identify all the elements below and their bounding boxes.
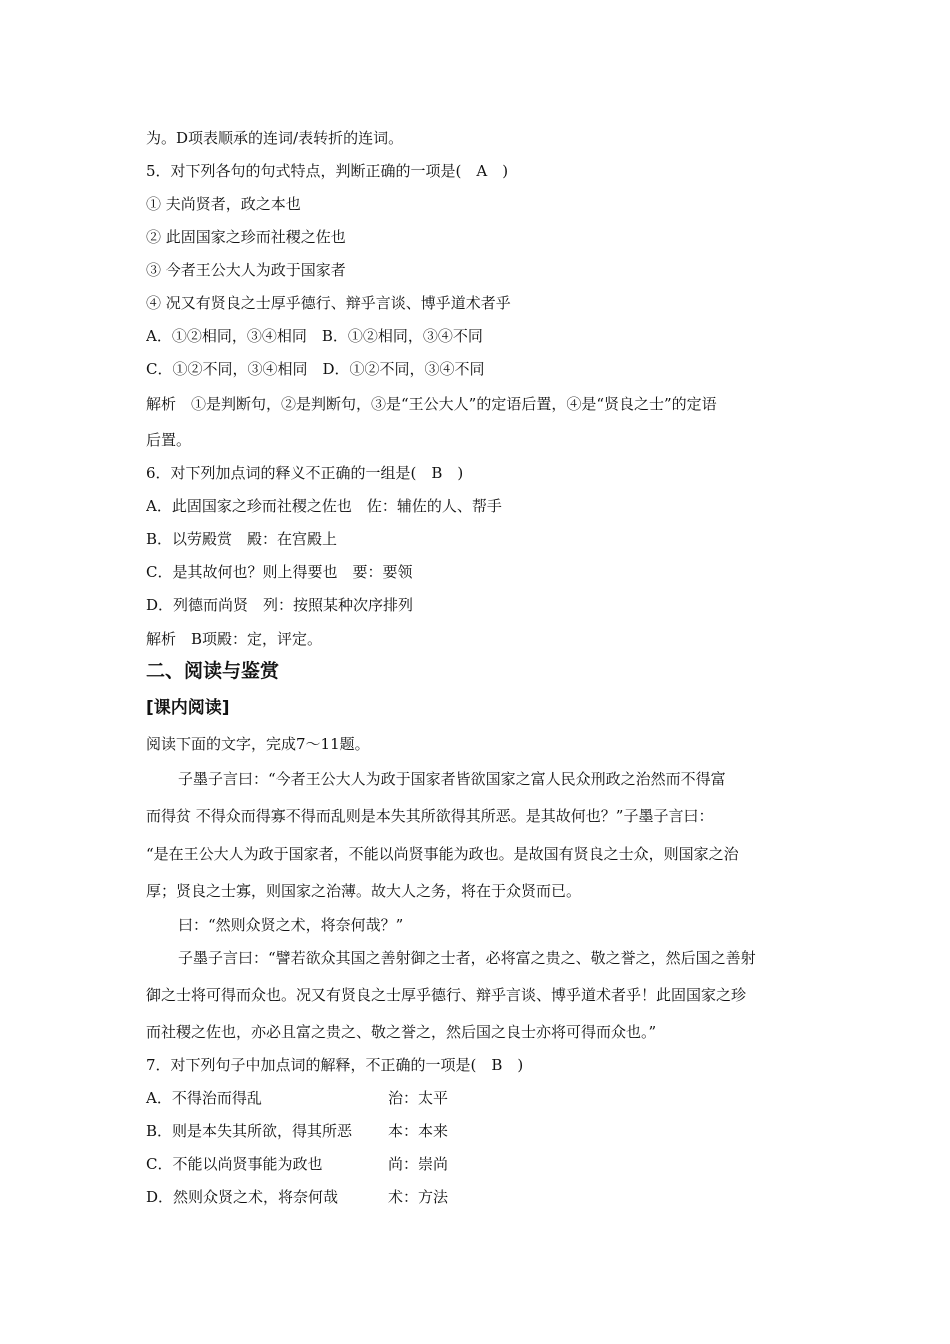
option-6d: D．列德而尚贤 列：按照某种次序排列 <box>146 596 414 614</box>
option-definition: 治：太平 <box>388 1089 449 1107</box>
passage-line: 而社稷之佐也，亦必且富之贵之、敬之誉之，然后国之良士亦将可得而众也。” <box>146 1023 657 1041</box>
option-6c: C．是其故何也？则上得要也 要：要领 <box>146 563 413 581</box>
option-text: B．则是本失其所欲，得其所恶 <box>146 1122 353 1140</box>
question-5-stem: 5．对下列各句的句式特点，判断正确的一项是( A ) <box>146 162 509 180</box>
passage-line: 曰：“然则众贤之术，将奈何哉？” <box>178 916 404 934</box>
options-ab: A．①②相同，③④相同 B．①②相同，③④不同 <box>146 327 483 345</box>
question-6-stem: 6．对下列加点词的释义不正确的一组是( B ) <box>146 464 464 482</box>
option-7d-row <box>146 1187 816 1207</box>
option-definition: 术：方法 <box>388 1188 449 1206</box>
sentence-3: ③ 今者王公大人为政于国家者 <box>146 261 346 279</box>
option-definition: 尚：崇尚 <box>388 1155 449 1173</box>
option-definition: 本：本来 <box>388 1122 449 1140</box>
option-text: D．然则众贤之术，将奈何哉 <box>146 1188 339 1206</box>
passage-line: 御之士将可得而众也。况又有贤良之士厚乎德行、辩乎言谈、博乎道术者乎！此固国家之珍 <box>146 986 747 1004</box>
option-7a-row <box>146 1088 816 1108</box>
option-text: C．不能以尚贤事能为政也 <box>146 1155 323 1173</box>
subsection-heading: [课内阅读] <box>146 698 230 718</box>
analysis-6: 解析 B项殿：定，评定。 <box>146 630 323 648</box>
option-6a: A．此固国家之珍而社稷之佐也 佐：辅佐的人、帮手 <box>146 497 502 515</box>
sentence-4: ④ 况又有贤良之士厚乎德行、辩乎言谈、博乎道术者乎 <box>146 294 511 312</box>
sentence-1: ① 夫尚贤者，政之本也 <box>146 195 301 213</box>
text-line: 为。D项表顺承的连词/表转折的连词。 <box>146 129 404 147</box>
instruction: 阅读下面的文字，完成7～11题。 <box>146 735 370 753</box>
passage-line: 子墨子言曰：“譬若欲众其国之善射御之士者，必将富之贵之、敬之誉之，然后国之善射 <box>178 949 756 967</box>
passage-line: 而得贫 不得众而得寡不得而乱则是本失其所欲得其所恶。是其故何也？”子墨子言曰： <box>146 807 714 825</box>
analysis-5-cont: 后置。 <box>146 431 192 449</box>
passage-line: 厚；贤良之士寡，则国家之治薄。故大人之务，将在于众贤而已。 <box>146 882 582 900</box>
analysis-5: 解析 ①是判断句，②是判断句，③是“王公大人”的定语后置，④是“贤良之士”的定语 <box>146 395 717 413</box>
sentence-2: ② 此固国家之珍而社稷之佐也 <box>146 228 346 246</box>
options-cd: C．①②不同，③④相同 D．①②不同，③④不同 <box>146 360 485 378</box>
option-6b: B．以劳殿赏 殿：在宫殿上 <box>146 530 338 548</box>
passage-line: 子墨子言曰：“今者王公大人为政于国家者皆欲国家之富人民众刑政之治然而不得富 <box>178 770 726 788</box>
section-heading: 二、阅读与鉴赏 <box>146 660 280 682</box>
passage-line: “是在王公大人为政于国家者，不能以尚贤事能为政也。是故国有贤良之士众，则国家之治 <box>146 845 739 863</box>
option-7b-row <box>146 1121 816 1141</box>
option-7c-row <box>146 1154 816 1174</box>
question-7-stem: 7．对下列句子中加点词的解释，不正确的一项是( B ) <box>146 1056 524 1074</box>
option-text: A．不得治而得乱 <box>146 1089 262 1107</box>
